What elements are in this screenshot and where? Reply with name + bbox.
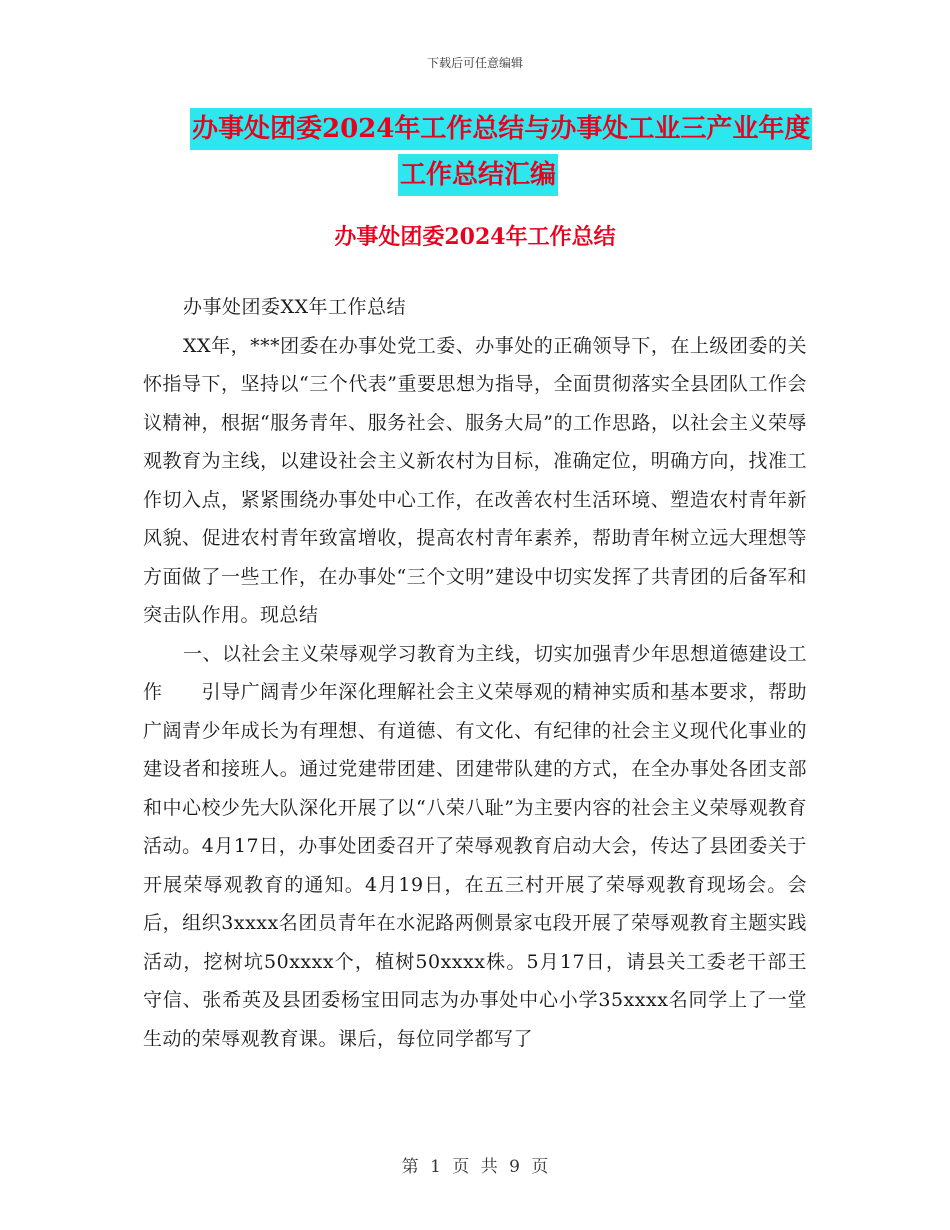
section-title: 办事处团委2024年工作总结 xyxy=(334,224,616,250)
document-title-line-1: 办事处团委2024年工作总结与办事处工业三产业年度 xyxy=(190,108,812,150)
document-title-line-2: 工作总结汇编 xyxy=(398,154,558,196)
body-paragraph-section-one: 一、以社会主义荣辱观学习教育为主线，切实加强青少年思想道德建设工作 引导广阔青少年深化理解社会主义荣辱观的精神实质和基本要求，帮助广阔青少年成长为有理想、有道德、有文化、有纪律的社会主义现代化事业的建设者和接班人。通过党建带团建、团建带队建的方式，在全办事处各团支部和中心校少先大队深化开展了以“八荣八耻”为主要内容的社会主义荣辱观教育活动。4月17日，办事处团委召开了荣辱观教育启动大会，传达了县团委关于开展荣辱观教育的通知。4月19日，在五三村开展了荣辱观教育现场会。会后，组织3xxxx名团员青年在水泥路两侧景家屯段开展了荣辱观教育主题实践活动，挖树坑50xxxx个，植树50xxxx株。5月17日，请县关工委老干部王守信、张希英及县团委杨宝田同志为办事处中心小学35xxxx名同学上了一堂生动的荣辱观教育课。课后，每位同学都写了 xyxy=(143,642,808,1050)
body-paragraph-intro: XX年，***团委在办事处党工委、办事处的正确领导下，在上级团委的关怀指导下，坚持以“三个代表”重要思想为指导，全面贯彻落实全县团队工作会议精神，根据“服务青年、服务社会、服务大局”的工作思路，以社会主义荣辱观教育为主线，以建设社会主义新农村为目标，准确定位，明确方向，找准工作切入点，紧紧围绕办事处中心工作，在改善农村生活环境、塑造农村青年新风貌、促进农村青年致富增收，提高农村青年素养，帮助青年树立远大理想等方面做了一些工作，在办事处“三个文明”建设中切实发挥了共青团的后备军和突击队作用。现总结 xyxy=(143,334,807,626)
body-paragraph-subtitle: 办事处团委XX年工作总结 xyxy=(183,296,407,318)
page-number: 第 1 页 共 9 页 xyxy=(401,1157,549,1177)
document-body xyxy=(143,288,807,1058)
page-header-note: 下载后可任意编辑 xyxy=(426,56,523,70)
